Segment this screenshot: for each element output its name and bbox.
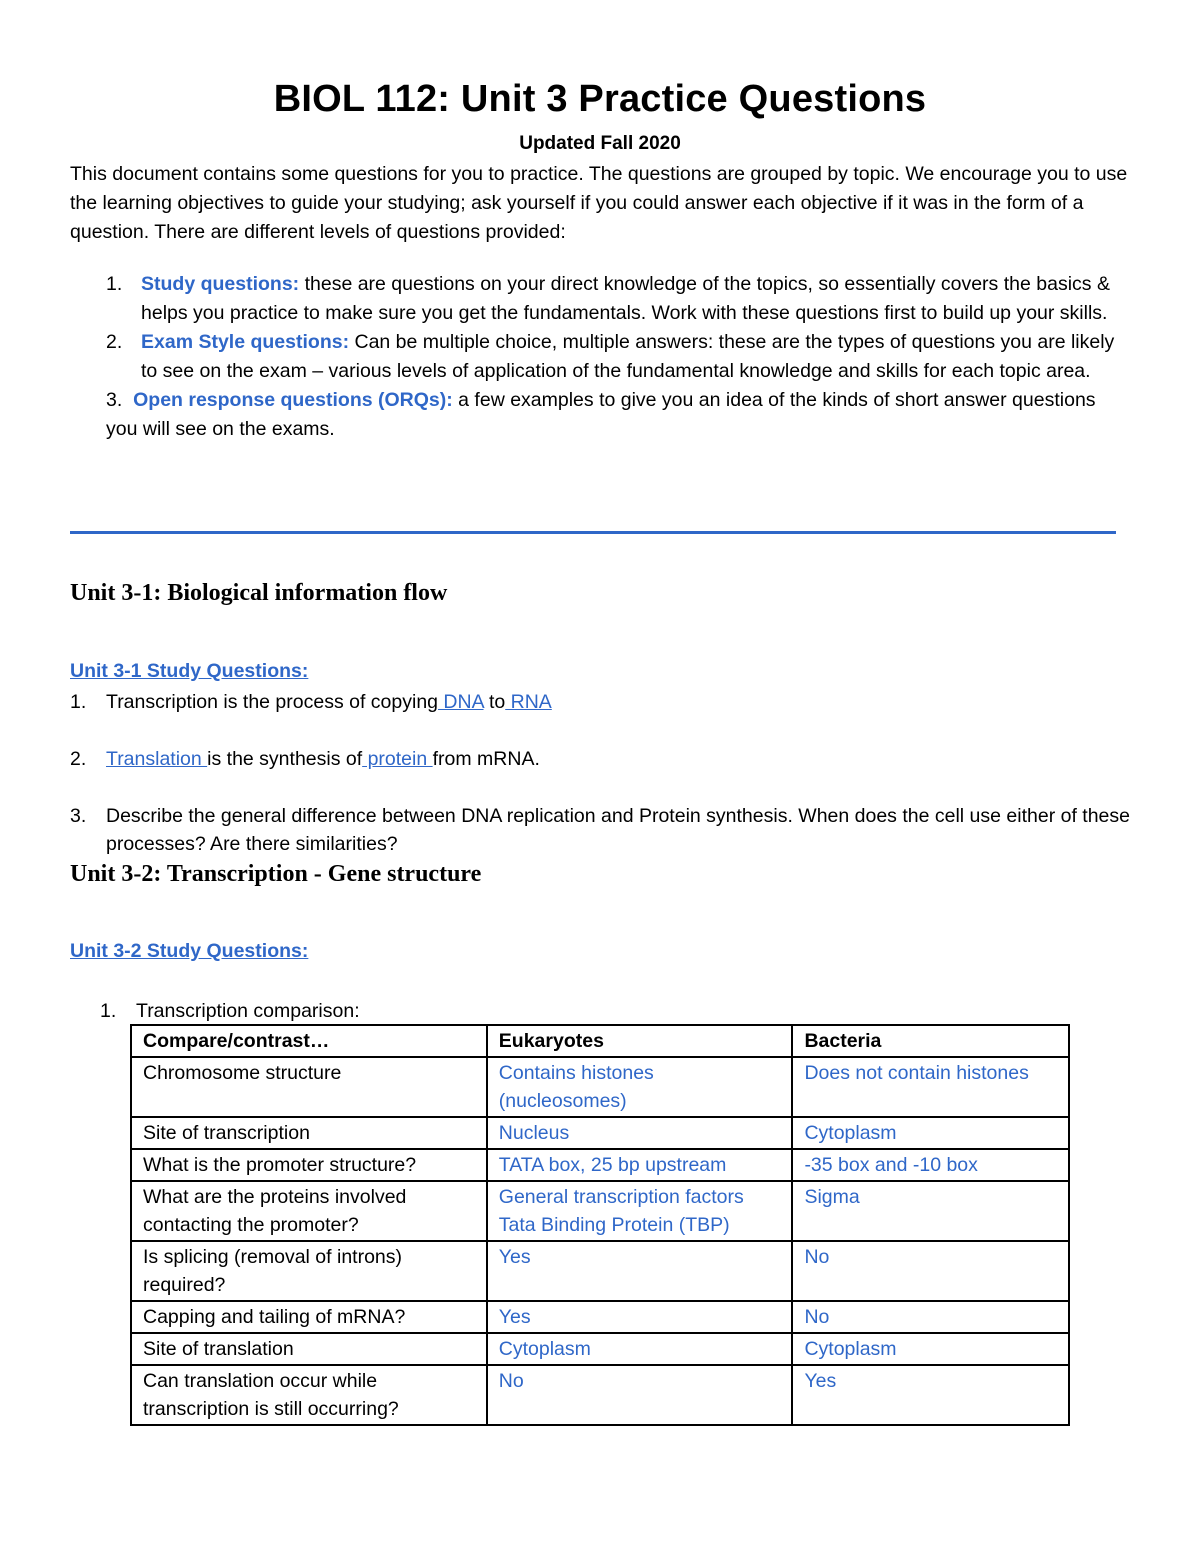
question-text: Describe the general difference between DNA replication and Protein synthesis. When does the cell use either of these processes? Are there similarities?: [106, 805, 1130, 855]
table-row: [131, 1241, 1069, 1301]
bacteria-cell: No: [792, 1301, 1069, 1333]
column-header: Eukaryotes: [487, 1025, 793, 1057]
question-number: 1.: [100, 1000, 117, 1022]
bacteria-cell: Sigma: [792, 1181, 1069, 1241]
bacteria-cell: Does not contain histones: [792, 1057, 1069, 1117]
document-subtitle: Updated Fall 2020: [519, 133, 681, 154]
answer-blank-protein: protein: [362, 748, 433, 770]
eukaryotes-cell: TATA box, 25 bp upstream: [487, 1149, 793, 1181]
level-text: Can be multiple choice, multiple answers: these are the types of questions you are likely to see on the exam – various levels of application of the fundamental knowledge and skills for each topic area.: [141, 331, 1115, 382]
unit-3-2-question-1: [100, 997, 1160, 1025]
row-label: What is the promoter structure?: [131, 1149, 487, 1181]
row-label: Capping and tailing of mRNA?: [131, 1301, 487, 1333]
eukaryotes-cell: Contains histones (nucleosomes): [487, 1057, 793, 1117]
bacteria-cell: -35 box and -10 box: [792, 1149, 1069, 1181]
eukaryotes-cell: Nucleus: [487, 1117, 793, 1149]
level-text: these are questions on your direct knowledge of the topics, so essentially covers the basics & helps you practice to make sure you get the fundamentals. Work with these questions first to build up your skills.: [141, 273, 1110, 324]
unit-3-1-question-1: [70, 688, 1130, 716]
row-label: Site of transcription: [131, 1117, 487, 1149]
table-row: [131, 1333, 1069, 1365]
level-number: 1.: [106, 273, 123, 295]
eukaryotes-cell: General transcription factors Tata Binding Protein (TBP): [487, 1181, 793, 1241]
question-number: 3.: [70, 805, 87, 827]
table-row: [131, 1149, 1069, 1181]
question-text: Transcription is the process of copying: [106, 691, 439, 713]
table-row: [131, 1365, 1069, 1425]
eukaryotes-cell: No: [487, 1365, 793, 1425]
level-item-orq: [70, 386, 1130, 444]
row-label: Site of translation: [131, 1333, 487, 1365]
question-number: 1.: [70, 691, 87, 713]
table-row: [131, 1057, 1069, 1117]
intro-text: This document contains some questions for you to practice. The questions are grouped by topic. We encourage you to use the learning objectives to guide your studying; ask yourself if you could answer each objective if it was in the form of a question. There are different levels of questions provided:: [70, 163, 1128, 243]
question-text: is the synthesis of: [207, 748, 363, 770]
answer-blank-translation: Translation: [106, 748, 208, 770]
transcription-comparison-table: [130, 1024, 1070, 1426]
column-header: Compare/contrast…: [131, 1025, 487, 1057]
eukaryotes-cell: Cytoplasm: [487, 1333, 793, 1365]
question-text: Transcription comparison:: [136, 1000, 360, 1022]
row-label: What are the proteins involved contacting the promoter?: [131, 1181, 487, 1241]
level-item-study: [70, 270, 1130, 328]
unit-3-2-heading: Unit 3-2: Transcription - Gene structure: [70, 861, 482, 887]
unit-3-1-question-3: [70, 802, 1130, 858]
level-label: Study questions:: [141, 273, 300, 295]
level-label: Open response questions (ORQs):: [133, 389, 453, 411]
unit-3-1-heading: Unit 3-1: Biological information flow: [70, 580, 448, 606]
bacteria-cell: Cytoplasm: [792, 1117, 1069, 1149]
bacteria-cell: No: [792, 1241, 1069, 1301]
column-header: Bacteria: [792, 1025, 1069, 1057]
answer-blank-rna: RNA: [505, 691, 552, 713]
level-text: a few examples to give you an idea of the kinds of short answer questions you will see on the exams.: [106, 389, 1096, 440]
level-number: 2.: [106, 331, 123, 353]
row-label: Chromosome structure: [131, 1057, 487, 1117]
eukaryotes-cell: Yes: [487, 1241, 793, 1301]
level-label: Exam Style questions:: [141, 331, 350, 353]
intro-paragraph: [70, 160, 1130, 247]
question-text: from mRNA.: [432, 748, 540, 770]
unit-3-1-study-heading: Unit 3-1 Study Questions:: [70, 660, 309, 682]
bacteria-cell: Yes: [792, 1365, 1069, 1425]
question-number: 2.: [70, 748, 87, 770]
document-title: BIOL 112: Unit 3 Practice Questions: [273, 78, 927, 120]
unit-3-2-study-heading: Unit 3-2 Study Questions:: [70, 940, 309, 962]
answer-blank-dna: DNA: [438, 691, 484, 713]
table-row: [131, 1181, 1069, 1241]
eukaryotes-cell: Yes: [487, 1301, 793, 1333]
unit-3-1-question-2: [70, 745, 1130, 773]
table-row: [131, 1117, 1069, 1149]
question-levels-list: [70, 270, 1130, 444]
table-header-row: [131, 1025, 1069, 1057]
bacteria-cell: Cytoplasm: [792, 1333, 1069, 1365]
row-label: Can translation occur while transcription is still occurring?: [131, 1365, 487, 1425]
section-divider: [70, 531, 1116, 534]
level-number: 3.: [106, 389, 123, 411]
row-label: Is splicing (removal of introns) required?: [131, 1241, 487, 1301]
level-item-exam: [70, 328, 1130, 386]
table-row: [131, 1301, 1069, 1333]
question-text: to: [483, 691, 506, 713]
